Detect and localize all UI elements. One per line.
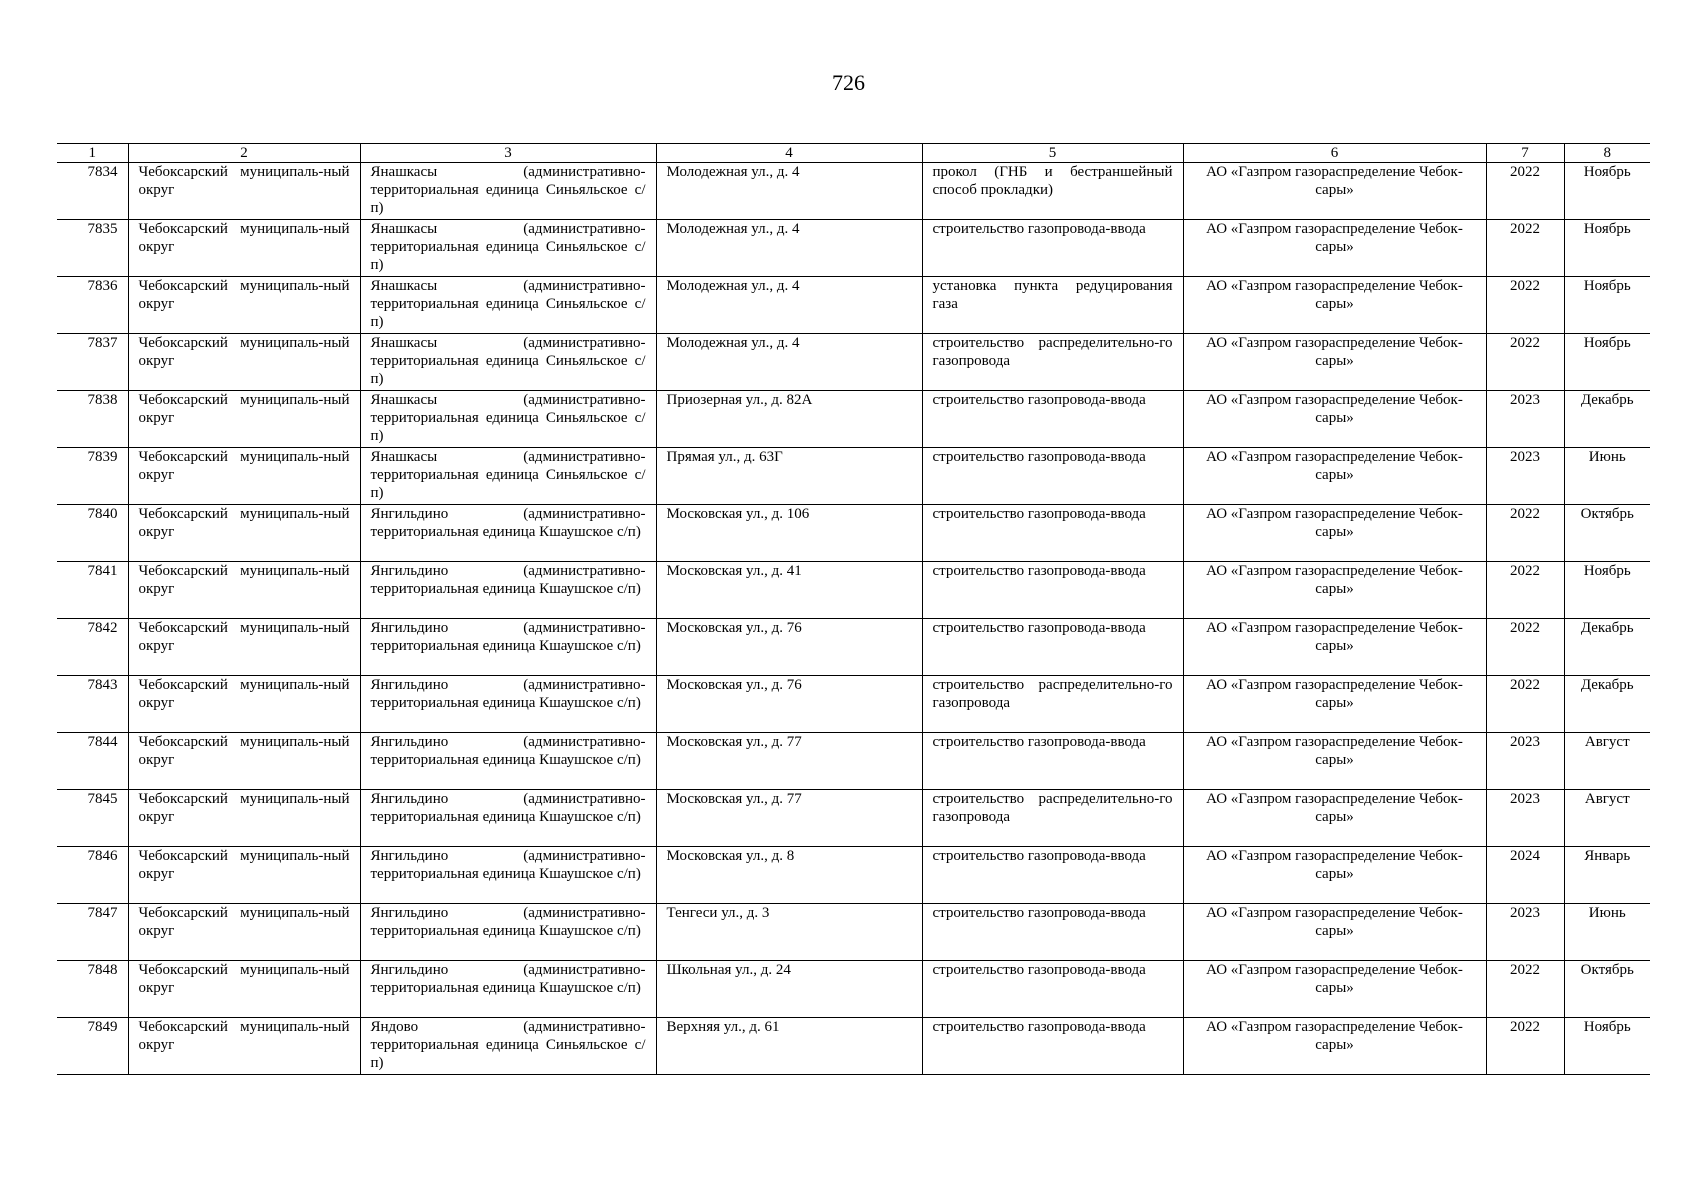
table-row	[57, 790, 1650, 847]
table-row	[57, 505, 1650, 562]
table-row	[57, 277, 1650, 334]
locality-name: Янашкасы	[370, 392, 438, 408]
cell-work-type: строительство газопровода-ввода	[922, 505, 1183, 562]
column-header: 4	[656, 144, 922, 163]
cell-number: 7839	[57, 448, 128, 505]
locality-name: Янашкасы	[370, 278, 438, 294]
cell-address: Школьная ул., д. 24	[656, 961, 922, 1018]
cell-number: 7843	[57, 676, 128, 733]
cell-organization: АО «Газпром газораспределение Чебок-сары»	[1183, 961, 1486, 1018]
locality-unit: (административно-территориальная единица Кшаушское с/п)	[370, 905, 646, 939]
cell-work-type: строительство распределительно-го газопровода	[922, 790, 1183, 847]
cell-year: 2023	[1486, 790, 1564, 847]
cell-district: Чебоксарский муниципаль-ный округ	[128, 676, 360, 733]
cell-locality	[360, 163, 656, 220]
locality-name: Янгильдино	[370, 506, 449, 522]
table-row	[57, 619, 1650, 676]
cell-organization: АО «Газпром газораспределение Чебок-сары»	[1183, 448, 1486, 505]
cell-organization: АО «Газпром газораспределение Чебок-сары»	[1183, 790, 1486, 847]
cell-organization: АО «Газпром газораспределение Чебок-сары»	[1183, 163, 1486, 220]
cell-month: Декабрь	[1564, 676, 1650, 733]
cell-number: 7848	[57, 961, 128, 1018]
cell-locality	[360, 562, 656, 619]
cell-work-type: строительство распределительно-го газопровода	[922, 334, 1183, 391]
cell-number: 7846	[57, 847, 128, 904]
table-row	[57, 961, 1650, 1018]
cell-month: Июнь	[1564, 904, 1650, 961]
cell-month: Август	[1564, 790, 1650, 847]
cell-district: Чебоксарский муниципаль-ный округ	[128, 220, 360, 277]
cell-address: Московская ул., д. 106	[656, 505, 922, 562]
table-row	[57, 448, 1650, 505]
cell-work-type: строительство газопровода-ввода	[922, 391, 1183, 448]
locality-name: Яндово	[370, 1019, 419, 1035]
cell-organization: АО «Газпром газораспределение Чебок-сары»	[1183, 1018, 1486, 1075]
cell-number: 7837	[57, 334, 128, 391]
locality-unit: (административно-территориальная единица Синьяльское с/п)	[370, 164, 646, 216]
table-row	[57, 676, 1650, 733]
locality-unit: (административно-территориальная единица Синьяльское с/п)	[370, 278, 646, 330]
table-row	[57, 334, 1650, 391]
cell-locality	[360, 334, 656, 391]
cell-work-type: установка пункта редуцирования газа	[922, 277, 1183, 334]
locality-unit: (административно-территориальная единица Кшаушское с/п)	[370, 563, 646, 597]
cell-address: Приозерная ул., д. 82А	[656, 391, 922, 448]
cell-year: 2022	[1486, 676, 1564, 733]
cell-number: 7841	[57, 562, 128, 619]
cell-number: 7838	[57, 391, 128, 448]
column-header: 7	[1486, 144, 1564, 163]
cell-month: Июнь	[1564, 448, 1650, 505]
cell-work-type: строительство газопровода-ввода	[922, 961, 1183, 1018]
locality-name: Янгильдино	[370, 962, 449, 978]
cell-locality	[360, 847, 656, 904]
locality-unit: (административно-территориальная единица Кшаушское с/п)	[370, 791, 646, 825]
cell-address: Московская ул., д. 77	[656, 790, 922, 847]
cell-number: 7842	[57, 619, 128, 676]
cell-address: Московская ул., д. 76	[656, 619, 922, 676]
locality-name: Янашкасы	[370, 449, 438, 465]
locality-unit: (административно-территориальная единица Кшаушское с/п)	[370, 734, 646, 768]
cell-number: 7836	[57, 277, 128, 334]
cell-year: 2023	[1486, 733, 1564, 790]
cell-organization: АО «Газпром газораспределение Чебок-сары»	[1183, 391, 1486, 448]
cell-year: 2023	[1486, 904, 1564, 961]
header-row	[57, 144, 1650, 163]
cell-address: Московская ул., д. 41	[656, 562, 922, 619]
cell-year: 2022	[1486, 163, 1564, 220]
cell-work-type: строительство газопровода-ввода	[922, 847, 1183, 904]
locality-unit: (административно-территориальная единица Синьяльское с/п)	[370, 392, 646, 444]
cell-address: Тенгеси ул., д. 3	[656, 904, 922, 961]
cell-work-type: строительство газопровода-ввода	[922, 904, 1183, 961]
cell-year: 2022	[1486, 334, 1564, 391]
cell-month: Октябрь	[1564, 961, 1650, 1018]
cell-locality	[360, 277, 656, 334]
cell-month: Декабрь	[1564, 619, 1650, 676]
cell-organization: АО «Газпром газораспределение Чебок-сары»	[1183, 619, 1486, 676]
page-number: 726	[832, 70, 865, 95]
locality-unit: (административно-территориальная единица Кшаушское с/п)	[370, 677, 646, 711]
locality-unit: (административно-территориальная единица Синьяльское с/п)	[370, 221, 646, 273]
cell-locality	[360, 961, 656, 1018]
cell-organization: АО «Газпром газораспределение Чебок-сары»	[1183, 277, 1486, 334]
cell-locality	[360, 790, 656, 847]
cell-year: 2023	[1486, 391, 1564, 448]
cell-district: Чебоксарский муниципаль-ный округ	[128, 847, 360, 904]
cell-month: Декабрь	[1564, 391, 1650, 448]
cell-locality	[360, 904, 656, 961]
cell-locality	[360, 448, 656, 505]
cell-organization: АО «Газпром газораспределение Чебок-сары»	[1183, 220, 1486, 277]
cell-locality	[360, 619, 656, 676]
column-header: 5	[922, 144, 1183, 163]
table-row	[57, 163, 1650, 220]
cell-locality	[360, 505, 656, 562]
table-row	[57, 733, 1650, 790]
cell-address: Молодежная ул., д. 4	[656, 163, 922, 220]
cell-address: Московская ул., д. 77	[656, 733, 922, 790]
cell-locality	[360, 220, 656, 277]
table-row	[57, 904, 1650, 961]
locality-name: Янгильдино	[370, 677, 449, 693]
cell-locality	[360, 1018, 656, 1075]
cell-number: 7847	[57, 904, 128, 961]
cell-year: 2022	[1486, 619, 1564, 676]
cell-month: Ноябрь	[1564, 334, 1650, 391]
table-row	[57, 1018, 1650, 1075]
cell-number: 7840	[57, 505, 128, 562]
locality-name: Янашкасы	[370, 335, 438, 351]
cell-work-type: строительство газопровода-ввода	[922, 619, 1183, 676]
cell-district: Чебоксарский муниципаль-ный округ	[128, 391, 360, 448]
cell-work-type: прокол (ГНБ и бестраншейный способ прокладки)	[922, 163, 1183, 220]
cell-number: 7844	[57, 733, 128, 790]
cell-work-type: строительство газопровода-ввода	[922, 220, 1183, 277]
cell-locality	[360, 733, 656, 790]
cell-number: 7835	[57, 220, 128, 277]
cell-address: Верхняя ул., д. 61	[656, 1018, 922, 1075]
cell-district: Чебоксарский муниципаль-ный округ	[128, 448, 360, 505]
cell-month: Январь	[1564, 847, 1650, 904]
cell-address: Молодежная ул., д. 4	[656, 220, 922, 277]
cell-organization: АО «Газпром газораспределение Чебок-сары»	[1183, 505, 1486, 562]
cell-work-type: строительство газопровода-ввода	[922, 1018, 1183, 1075]
table-row	[57, 847, 1650, 904]
table-body	[57, 163, 1650, 1075]
cell-address: Московская ул., д. 76	[656, 676, 922, 733]
cell-district: Чебоксарский муниципаль-ный округ	[128, 334, 360, 391]
cell-month: Октябрь	[1564, 505, 1650, 562]
cell-year: 2024	[1486, 847, 1564, 904]
cell-number: 7834	[57, 163, 128, 220]
cell-district: Чебоксарский муниципаль-ный округ	[128, 505, 360, 562]
cell-year: 2022	[1486, 220, 1564, 277]
cell-district: Чебоксарский муниципаль-ный округ	[128, 163, 360, 220]
table-row	[57, 562, 1650, 619]
cell-number: 7849	[57, 1018, 128, 1075]
column-header: 8	[1564, 144, 1650, 163]
cell-month: Ноябрь	[1564, 562, 1650, 619]
table-row	[57, 391, 1650, 448]
locality-unit: (административно-территориальная единица Синьяльское с/п)	[370, 1019, 646, 1071]
locality-name: Янашкасы	[370, 164, 438, 180]
locality-unit: (административно-территориальная единица Кшаушское с/п)	[370, 848, 646, 882]
locality-name: Янгильдино	[370, 563, 449, 579]
locality-unit: (административно-территориальная единица Кшаушское с/п)	[370, 962, 646, 996]
locality-unit: (административно-территориальная единица Кшаушское с/п)	[370, 506, 646, 540]
locality-name: Янгильдино	[370, 734, 449, 750]
cell-work-type: строительство газопровода-ввода	[922, 562, 1183, 619]
cell-locality	[360, 391, 656, 448]
cell-district: Чебоксарский муниципаль-ный округ	[128, 733, 360, 790]
cell-district: Чебоксарский муниципаль-ный округ	[128, 562, 360, 619]
cell-work-type: строительство газопровода-ввода	[922, 733, 1183, 790]
data-table	[57, 143, 1650, 1075]
column-header: 2	[128, 144, 360, 163]
locality-name: Янгильдино	[370, 620, 449, 636]
locality-unit: (административно-территориальная единица Кшаушское с/п)	[370, 620, 646, 654]
cell-address: Молодежная ул., д. 4	[656, 334, 922, 391]
cell-district: Чебоксарский муниципаль-ный округ	[128, 619, 360, 676]
locality-name: Янгильдино	[370, 791, 449, 807]
cell-locality	[360, 676, 656, 733]
locality-name: Янашкасы	[370, 221, 438, 237]
cell-organization: АО «Газпром газораспределение Чебок-сары»	[1183, 733, 1486, 790]
column-header: 1	[57, 144, 128, 163]
column-header: 3	[360, 144, 656, 163]
cell-year: 2022	[1486, 1018, 1564, 1075]
cell-year: 2022	[1486, 277, 1564, 334]
cell-year: 2022	[1486, 961, 1564, 1018]
cell-organization: АО «Газпром газораспределение Чебок-сары»	[1183, 847, 1486, 904]
cell-district: Чебоксарский муниципаль-ный округ	[128, 1018, 360, 1075]
locality-unit: (административно-территориальная единица Синьяльское с/п)	[370, 335, 646, 387]
cell-month: Ноябрь	[1564, 163, 1650, 220]
cell-district: Чебоксарский муниципаль-ный округ	[128, 790, 360, 847]
cell-district: Чебоксарский муниципаль-ный округ	[128, 904, 360, 961]
cell-district: Чебоксарский муниципаль-ный округ	[128, 961, 360, 1018]
cell-address: Молодежная ул., д. 4	[656, 277, 922, 334]
cell-month: Ноябрь	[1564, 220, 1650, 277]
cell-address: Московская ул., д. 8	[656, 847, 922, 904]
cell-address: Прямая ул., д. 63Г	[656, 448, 922, 505]
table-row	[57, 220, 1650, 277]
cell-year: 2022	[1486, 562, 1564, 619]
cell-organization: АО «Газпром газораспределение Чебок-сары»	[1183, 904, 1486, 961]
cell-work-type: строительство распределительно-го газопровода	[922, 676, 1183, 733]
column-header: 6	[1183, 144, 1486, 163]
cell-month: Август	[1564, 733, 1650, 790]
cell-year: 2023	[1486, 448, 1564, 505]
locality-name: Янгильдино	[370, 848, 449, 864]
cell-work-type: строительство газопровода-ввода	[922, 448, 1183, 505]
cell-number: 7845	[57, 790, 128, 847]
locality-unit: (административно-территориальная единица Синьяльское с/п)	[370, 449, 646, 501]
cell-organization: АО «Газпром газораспределение Чебок-сары»	[1183, 334, 1486, 391]
cell-organization: АО «Газпром газораспределение Чебок-сары»	[1183, 562, 1486, 619]
cell-month: Ноябрь	[1564, 1018, 1650, 1075]
cell-year: 2022	[1486, 505, 1564, 562]
locality-name: Янгильдино	[370, 905, 449, 921]
cell-organization: АО «Газпром газораспределение Чебок-сары»	[1183, 676, 1486, 733]
cell-district: Чебоксарский муниципаль-ный округ	[128, 277, 360, 334]
cell-month: Ноябрь	[1564, 277, 1650, 334]
